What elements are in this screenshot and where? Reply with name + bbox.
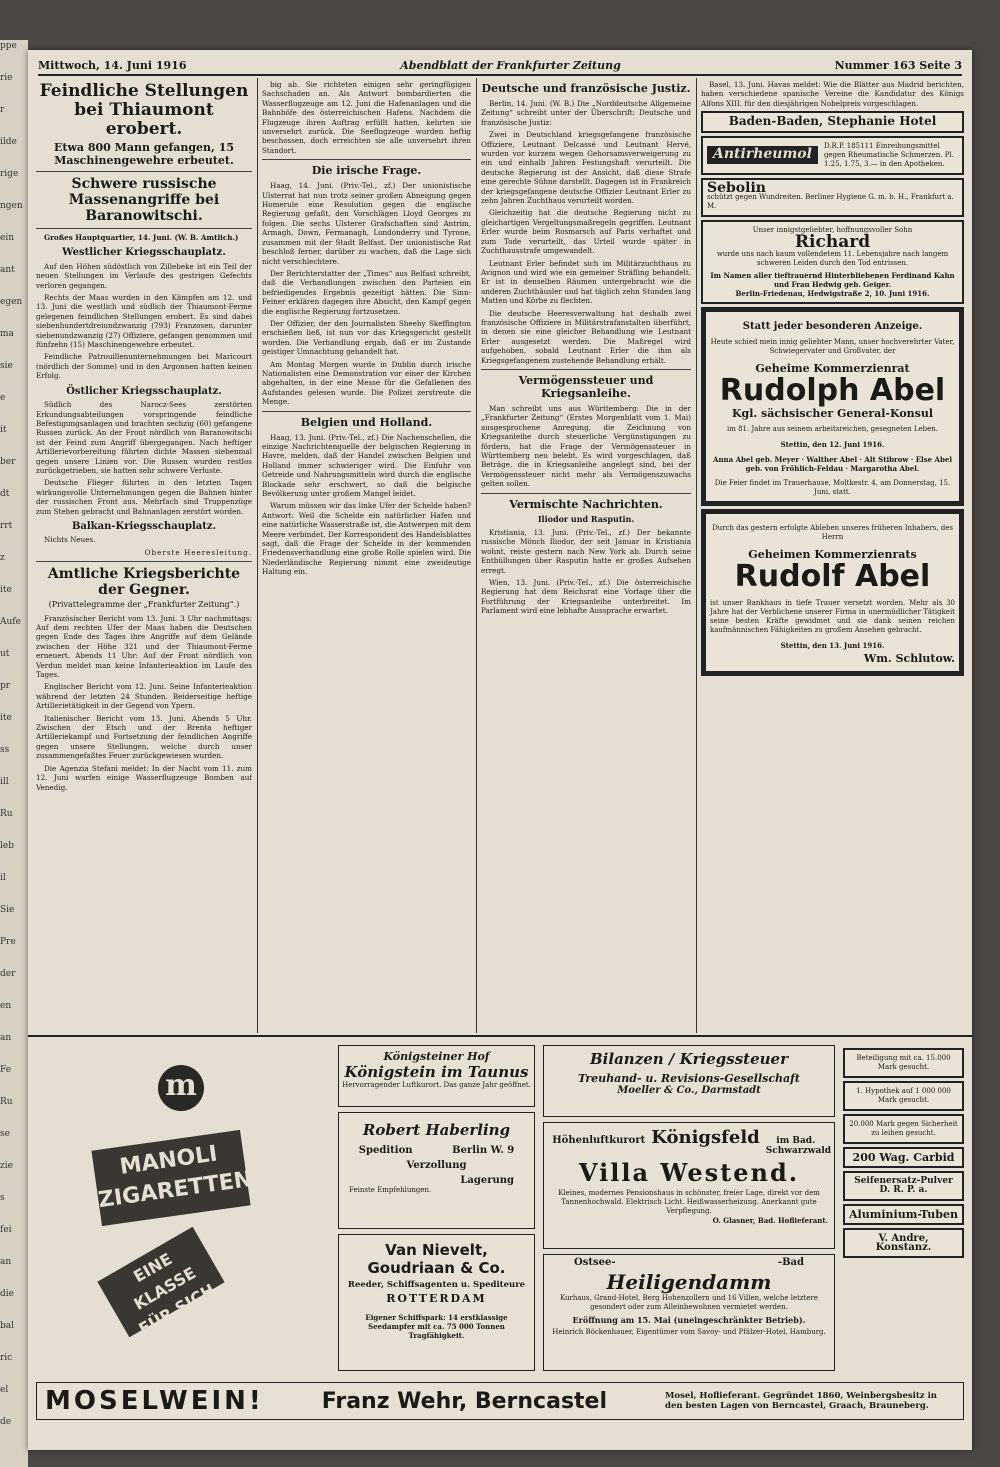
article-paragraph: Deutsche Flieger führten in den letzten Tagen wirkungsvolle Unternehmungen gegen die Bahnen hinter der russischen Front aus. Mehrfach sind Truppenzüge zum Stehen gebracht und Bahnanlagen zerstört worden. (36, 478, 252, 516)
second-headline: Schwere russische Massenangriffe bei Baranowitschi. (68, 176, 220, 224)
column-4 (701, 80, 964, 1030)
villa-name: Villa Westend. (578, 1158, 800, 1187)
section-heading: Vermischte Nachrichten. (509, 497, 663, 511)
ad-heiligendamm (543, 1254, 835, 1371)
header-masthead: Abendblatt der Frankfurter Zeitung (400, 58, 621, 72)
ad-line: Spedition (358, 1145, 413, 1156)
adjacent-page-fragment: ut (0, 649, 10, 659)
ad-text: Mosel, Hoflieferant. Gegründet 1860, Weinbergsbesitz in den besten Lagen von Berncastel, Graach, Brauneberg. (665, 1391, 937, 1411)
notice-role: Kgl. sächsischer General-Konsul (731, 407, 934, 421)
ad-title: Heiligendamm (606, 1270, 772, 1294)
adjacent-page-fragment: Ru (0, 1097, 13, 1107)
ad-title: Königsteiner Hof (383, 1050, 490, 1063)
adjacent-page-fragment: ite (0, 585, 12, 595)
adjacent-page-fragment: s (0, 1193, 5, 1203)
notice-place: Stettin, den 13. Juni 1916. (780, 641, 885, 651)
ad-title: MOSELWEIN! (45, 1386, 264, 1416)
adjacent-page-fragment: ein (0, 233, 15, 243)
notice-sign: Wm. Schlutow. (863, 652, 955, 666)
notice-intro: Durch das gestern erfolgte Ableben unseres früheren Inhabers, des Herrn (712, 523, 953, 541)
ad-line: Berlin W. 9 (452, 1145, 515, 1156)
small-ad: 200 Wag. Carbid (843, 1147, 964, 1168)
adjacent-page-fragment: en (0, 1001, 12, 1011)
article-paragraph: Südlich des Narocz-Sees zerstörten Erkundungsabteilungen vorspringende feindliche Befestigungsanlagen und brachten sechzig (60) gefangene Russen zurück. An der Front nördlich von Baranowitschi ist der Feind zum Angriff übergegangen. Nach heftiger Artillerievorbereitung führten dichte Massen siebenmal gegen unsere Linien vor. Die Russen wurden restlos zurückgetrieben, sie hatten sehr schwere Verluste. (36, 400, 252, 475)
manoli-logo: m (158, 1065, 204, 1111)
section-heading: Amtliche Kriegsberichte der Gegner. (47, 566, 241, 599)
death-notice-rudolph-abel (701, 307, 964, 505)
ad-title: Van Nievelt, Goudriaan & Co. (367, 1241, 506, 1277)
adjacent-page-fragment: leb (0, 841, 14, 851)
adjacent-page-fragment: r (0, 105, 5, 115)
adjacent-page-fragment: bal (0, 1321, 15, 1331)
ad-van-nievelt (338, 1234, 535, 1371)
section-heading: Die irische Frage. (311, 164, 422, 178)
small-ad: 20.000 Mark gegen Sicherheit zu leihen gesucht. (843, 1114, 964, 1144)
section-heading: Belgien und Holland. (300, 415, 433, 429)
small-ads-column (843, 1045, 964, 1370)
article-paragraph: Warum müssen wir das linke Ufer der Schelde haben? Antwort: Weil die Schelde ein natürlicher Hafen und eine natürliche Wasserstraße ist, die Antwerpen mit dem Meere verbindet. Der Korrespondent des Handelsblattes sagt, daß die Frage der Schelde in der kommenden Friedensverhandlung eine große Rolle spielen wird. Die Niederländische Regierung nimmt eine zweideutige Haltung ein. (262, 501, 471, 577)
notice-text: ist unser Bankhaus in tiefe Trauer versetzt worden. Mehr als 30 Jahre hat der Verblichene unserer Firma in unermüdlicher Tätigkeit seine besten Kräfte gewidmet und sie dank seinen reichen kaufmännischen Fähigkeiten zu großem Ansehen gebracht. (710, 599, 955, 635)
newspaper-page (28, 50, 972, 1450)
ad-title: Bilanzen / Kriegssteuer (590, 1050, 788, 1068)
ad-koenigsfeld (543, 1122, 835, 1249)
ad-line: Ostsee- (574, 1257, 616, 1268)
notice-top: Statt jeder besonderen Anzeige. (742, 321, 923, 333)
notice-text: wurde uns nach kaum vollendetem 11. Lebensjahre nach langem schweren Leiden durch den Tod entrissen. (716, 250, 949, 268)
notice-funeral: Die Feier findet im Trauerhause, Moltkestr. 4, am Donnerstag, 15. Juni, statt. (714, 478, 951, 496)
adjacent-page-fragment: Sie (0, 905, 15, 915)
adjacent-page-fragment: die (0, 1289, 14, 1299)
page-header (38, 56, 962, 76)
adjacent-page-fragment: ric (0, 1353, 13, 1363)
ad-city: ROTTERDAM (386, 1292, 487, 1305)
ad-title: Königsfeld (651, 1127, 760, 1148)
adjacent-page-fragment: dt (0, 489, 10, 499)
notice-family: Anna Abel geb. Meyer · Walther Abel · Alt Stibrow · Else Abel geb. von Fröhlich-Feldau · Margarotha Abel. (713, 454, 952, 473)
section-heading: Deutsche und französische Justiz. (481, 82, 691, 95)
ad-firm: Moeller & Co., Darmstadt (617, 1085, 761, 1096)
article-paragraph: Leutnant Erler befindet sich im Militärzuchthaus zu Avignon und wird wie ein gemeiner Sträfling behandelt. Er ist in denselben Räumen untergebracht wie die anderen Zuchthäusler und hat täglich zehn Stunden lang Matten und Körbe zu flechten. (481, 258, 691, 306)
ad-sub: Reeder, Schiffsagenten u. Spediteure (347, 1280, 526, 1290)
advertisement-section (28, 1035, 972, 1450)
adjacent-page-fragment: Fe (0, 1065, 12, 1075)
news-brief: Basel, 13. Juni. Havas meldet: Wie die Blätter aus Madrid berichten, haben verschiedene spanische Vereine die Kandidatur des Königs Alfons XIII. für den diesjährigen Nobelpreis vorgeschlagen. (701, 80, 964, 108)
ad-owner: Heinrich Böckenhauer, Eigentümer vom Savoy- und Pfälzer-Hotel, Hamburg. (552, 1328, 826, 1336)
ad-title: Antirheumol (707, 146, 818, 163)
column-rule (257, 78, 258, 1033)
ad-text: Hervorragender Luftkurort. Das ganze Jahr geöffnet. (342, 1081, 531, 1089)
article-paragraph: Wien, 13. Juni. (Priv.-Tel., zf.) Die österreichische Regierung hat dem Reichsrat eine Vorlage über die Fortführung der Kriegsanleihe unterbreitet. Im Parlament wird eine lebhafte Aussprache erwartet. (481, 578, 691, 616)
header-page-number: Nummer 163 Seite 3 (834, 58, 962, 72)
adjacent-page-fragment: ngen (0, 201, 23, 211)
small-ad: 1. Hypothek auf 1 000 000 Mark gesucht. (843, 1081, 964, 1111)
ad-line: Lagerung (460, 1175, 514, 1186)
adjacent-page-fragment: egen (0, 297, 23, 307)
article-paragraph: Man schreibt uns aus Württemberg: Die in der „Frankfurter Zeitung“ (Erstes Morgenblatt vom 1. Mai) ausgesprochene Anregung, die Zeichnung von Kriegsanleihe durch steuerliche Vergünstigungen zu fördern, hat die Frage der Vermögenssteuer in Württemberg neu belebt. Es wird vorgeschlagen, daß Beträge, die in Kriegsanleihe angelegt sind, bei der Vermögenssteuer nicht mehr als Vermögenszuwachs gelten sollen. (481, 403, 691, 489)
adjacent-page-fragment: Ru (0, 809, 13, 819)
ad-text: Kurhaus, Grand-Hotel, Berg Hohenzollern und 16 Villen, welche letztere gesondert oder zum Alleinbewohnen vermietet werden. (559, 1294, 819, 1311)
adjacent-page-fragment: el (0, 1385, 9, 1395)
manoli-slogan: EINE KLASSE FÜR SICH (97, 1227, 224, 1337)
ad-sub: Treuhand- u. Revisions-Gesellschaft (578, 1072, 800, 1085)
adjacent-page-fragment: Pre (0, 937, 16, 947)
ad-antirheumol (701, 136, 964, 175)
ad-text: Kleines, modernes Pensionshaus in schönster, freier Lage, direkt vor dem Tannenhochwald. Elektrisch Licht. Heißwasserheizung. Anerkannt gute Verpflegung. (558, 1189, 820, 1215)
manoli-packet: MANOLI ZIGARETTEN (91, 1130, 250, 1226)
notice-sign: Im Namen aller tieftrauernd Hinterbliebenen Ferdinand Kahn und Frau Hedwig geb. Geiger. (710, 271, 955, 290)
article-paragraph: Haag, 14. Juni. (Priv.-Tel., zf.) Der unionistische Ulsterrat hat nun trotz seiner großen Abneigung gegen Homerule eine Resolution gegen die englische Regierung gefaßt, den Vorschlägen Lloyd Georges zu folgen. Die sechs Ulsterer Grafschaften sind Antrim, Armagh, Down, Fermanagh, Londonderry und Tyrone, zusammen mit der Stadt Belfast. Der unionistische Rat beschloß ferner, darüber zu wachen, daß die Lage sich nicht verschlechtere. (262, 181, 471, 266)
notice-name: Rudolph Abel (719, 373, 946, 409)
adjacent-page-fragment: rige (0, 169, 19, 179)
article-paragraph: Die deutsche Heeresverwaltung hat deshalb zwei französische Offiziere in Militärstrafanstalten überführt, in denen sie eine gleicher Behandlung wie Leutnant Erler ausgesetzt werden. Die Maßregel wird aufgehoben, sobald Leutnant Erler die ihm als Kriegsgefangenem zustehende Behandlung erhält. (481, 308, 691, 365)
ad-town: Königstein im Taunus (344, 1063, 529, 1081)
adjacent-page-fragment: it (0, 425, 7, 435)
adjacent-page-fragment: de (0, 1417, 12, 1427)
section-subheading: (Privattelegramme der „Frankfurter Zeitung“.) (48, 600, 240, 610)
article-paragraph: Kristiania, 13. Juni. (Priv.-Tel., zf.) Der bekannte russische Mönch Iliodor, der seit Januar in Kristiania wohnt, reiste gestern nach New York ab. Durch seine Enthüllungen über Rasputin hatte er großes Aufsehen erregt. (481, 528, 691, 575)
notice-text: im 81. Jahre aus seinem arbeitsreichen, gesegneten Leben. (726, 424, 939, 433)
ad-line: Höhenluftkurort (552, 1135, 646, 1146)
adjacent-page-fragment: Aufe (0, 617, 21, 627)
section-subheading: Iliodor und Rasputin. (537, 513, 635, 524)
notice-name: Rudolf Abel (734, 559, 931, 595)
ad-moselwein (36, 1382, 964, 1420)
article-paragraph: Nichts Neues. (44, 535, 96, 545)
adjacent-page-fragment: e (0, 393, 6, 403)
adjacent-page-strip (0, 40, 28, 1467)
column-2 (262, 80, 471, 1030)
small-ad: V. Andre, Konstanz. (843, 1228, 964, 1258)
small-ad: Seifenersatz-Pulver D. R. P. a. (843, 1171, 964, 1201)
section-heading: Balkan-Kriegsschauplatz. (71, 520, 217, 532)
notice-title: Geheimen Kommerzienrats (748, 547, 917, 561)
adjacent-page-fragment: fei (0, 1225, 12, 1235)
adjacent-page-fragment: il (0, 873, 6, 883)
lead-headline: Feindliche Stellungen bei Thiaumont erobert. (39, 81, 249, 139)
adjacent-page-fragment: ss (0, 745, 10, 755)
section-heading: Westlicher Kriegsschauplatz. (62, 247, 226, 259)
ad-line: Verzollung (406, 1160, 467, 1171)
article-paragraph: Am Montag Morgen wurde in Dublin durch irische Nationalisten eine Demonstration vor einer der Kirchen abgehalten, in der eine Messe für die Gefallenen des Aufstandes gelesen wurde. Die Polizei zerstreute die Menge. (262, 359, 471, 407)
adjacent-page-fragment: an (0, 1257, 12, 1267)
adjacent-page-fragment: ma (0, 329, 14, 339)
notice-intro: Unser innigstgeliebter, hoffnungsvoller Sohn (752, 226, 913, 235)
ad-text: Eigener Schiffspark: 14 erstklassige Seedampfer mit ca. 75 000 Tonnen Tragfähigkeit. (365, 1313, 508, 1340)
article-paragraph: Englischer Bericht vom 12. Juni. Seine Infanterieaktion während der letzten 24 Stunden. Beiderseitige heftige Artillerietätigkeit in der Gegend von Ypern. (36, 682, 252, 711)
adjacent-page-fragment: pr (0, 681, 11, 691)
header-date: Mittwoch, 14. Juni 1916 (38, 58, 187, 72)
article-paragraph: Der Berichterstatter der „Times“ aus Belfast schreibt, daß die Verhandlungen zwischen den Parteien ein befriedigendes Ergebnis gezeitigt hätten. Die Sinn-Feiner erklären dagegen ihre Absicht, den Kampf gegen die englische Regierung fortzusetzen. (262, 268, 471, 316)
adjacent-page-fragment: der (0, 969, 16, 979)
article-paragraph: Rechts der Maas wurden in den Kämpfen am 12. und 13. Juni die westlich und südlich der Thiaumont-Ferme gelegenen feindlichen Stellungen erobert. Es sind dabei siebenhundertdreiundzwanzig (793) Franzosen, darunter siebenundzwanzig (27) Offiziere, gefangen genommen und fünfzehn (15) Maschinengewehre erbeutet. (36, 293, 252, 350)
ad-text: Baden-Baden, Stephanie Hotel (728, 114, 937, 129)
adjacent-page-fragment: sie (0, 361, 13, 371)
article-paragraph: Italienischer Bericht vom 13. Juni. Abends 5 Uhr. Zwischen der Etsch und der Brenta heftiger Artilleriekampf und Fortsetzung der feindlichen Angriffe gegen unsere Stellungen, welche durch unser zusammengefaßtes Feuer zurückgewiesen wurden. (36, 713, 252, 761)
adjacent-page-fragment: ite (0, 713, 12, 723)
death-notice-richard (701, 220, 964, 304)
notice-place: Berlin-Friedenau, Hedwigstraße 2, 10. Juni 1916. (735, 289, 930, 299)
adjacent-page-fragment: ant (0, 265, 15, 275)
adjacent-page-fragment: ppe (0, 41, 17, 51)
adjacent-page-fragment: ill (0, 777, 9, 787)
adjacent-page-fragment: ilde (0, 137, 17, 147)
ad-manoli (36, 1045, 326, 1370)
article-paragraph: big ab. Sie richteten einigen sehr geringfügigen Sachschaden an. Als Antwort bombardierten die Wasserflugzeuge am 12. Juni die Hafenanlagen und die Bahnhöfe des österreichischen Hafens. Nachdem die Flugzeuge ihren Auftrag erfüllt hatten, kehrten sie unversehrt zurück. Die Seeflugzeuge wurden heftig beschossen, doch erreichten sie alle unversehrt ihren Standort. (262, 80, 471, 155)
ad-baden-baden (701, 111, 964, 132)
notice-name: Richard (794, 232, 871, 253)
column-1 (36, 80, 252, 1030)
adjacent-page-fragment: rrt (0, 521, 13, 531)
article-paragraph: Die Agenzia Stefani meldet: In der Nacht vom 11. zum 12. Juni warfen einige Wasserflugzeuge Bomben auf Venedig. (36, 763, 252, 792)
signature: Oberste Heeresleitung. (144, 547, 252, 557)
dateline: Großes Hauptquartier, 14. Juni. (W. B. Amtlich.) (44, 233, 239, 242)
article-paragraph: Haag, 13. Juni. (Priv.-Tel., zf.) Die Nachenschellen, die einzige Nachrichtenquelle der belgischen Regierung in Havre, melden, daß der Handel zwischen Belgien und Holland immer schwieriger wird. Die Einfuhr von Getreide und Nahrungsmitteln wird durch die englische Blockade sehr erschwert, so daß die belgische Bevölkerung unter großem Mangel leidet. (262, 432, 471, 499)
notice-title: Geheime Kommerzienrat (755, 361, 910, 375)
ad-loc: im Bad. Schwarzwald (765, 1136, 832, 1156)
adjacent-page-fragment: z (0, 553, 5, 563)
ad-koenigstein (338, 1045, 535, 1107)
ad-haberling (338, 1112, 535, 1229)
ad-bilanzen (543, 1045, 835, 1117)
article-paragraph: Der Offizier, der den Journalisten Sheehy Skeffington erschießen ließ, ist nun vor das Kriegsgericht gestellt worden. Die Verhandlung ergab, daß er im Zustande geistiger Umnachtung gehandelt hat. (262, 318, 471, 357)
ad-sebolin (701, 178, 964, 217)
adjacent-page-fragment: zie (0, 1161, 13, 1171)
adjacent-page-fragment: se (0, 1129, 10, 1139)
section-heading: Östlicher Kriegsschauplatz. (66, 385, 222, 397)
column-rule (696, 78, 697, 1033)
adjacent-page-fragment: ber (0, 457, 16, 467)
lead-subhead: Etwa 800 Mann gefangen, 15 Maschinengewehre erbeutet. (53, 141, 234, 167)
adjacent-page-fragment: rie (0, 73, 13, 83)
article-paragraph: Französischer Bericht vom 13. Juni. 3 Uhr nachmittags: Auf dem rechten Ufer der Maas haben die Deutschen gegen Ende des Tages ihre Angriffe auf dem Gelände zwischen der Höhe 321 und der Thiaumont-Ferme erneuert. Abends 11 Uhr: Auf der Front nördlich von Verdun meldet man keine Infanterieaktion im Laufe des Tages. (36, 613, 252, 680)
notice-place: Stettin, den 12. Juni 1916. (780, 439, 885, 449)
article-paragraph: Berlin, 14. Juni. (W. B.) Die „Norddeutsche Allgemeine Zeitung“ schreibt unter der Überschrift: Deutsche und französische Justiz: (481, 99, 691, 127)
death-notice-rudolf-abel (701, 509, 964, 677)
ad-open: Eröffnung am 15. Mai (uneingeschränkter Betrieb). (572, 1315, 806, 1325)
article-paragraph: Feindliche Patrouillenunternehmungen bei Maricourt (nördlich der Somme) und in den Argonnen hatten keinen Erfolg. (36, 352, 252, 381)
small-ad: Beteiligung mit ca. 15.000 Mark gesucht. (843, 1048, 964, 1078)
ad-text: schützt gegen Wundreiten. Berliner Hygiene G. m. b. H., Frankfurt a. M. (707, 193, 954, 211)
ad-line: -Bad (777, 1257, 804, 1268)
ad-line: Feinste Empfehlungen. (349, 1186, 432, 1194)
section-heading: Vermögenssteuer und Kriegsanleihe. (518, 373, 654, 400)
ad-name: Franz Wehr, Berncastel (321, 1388, 608, 1414)
ad-owner: O. Glasner, Bad. Hoflieferant. (712, 1216, 828, 1225)
adjacent-page-fragment: an (0, 1033, 12, 1043)
ad-title: Robert Haberling (362, 1121, 511, 1139)
column-rule (476, 78, 477, 1033)
ad-title: Sebolin (707, 179, 766, 196)
article-paragraph: Zwei in Deutschland kriegsgefangene französische Offiziere, Leutnant Delcassé und Leutnant Hervé, wurden vor kurzem wegen Gehorsamsverweigerung zu ein und einhalb Jahren Festungshaft verurteilt. Die deutsche Regierung ist der Ansicht, daß diese Strafe eine gerechte Sühne darstellt. Dagegen ist in Frankreich der kriegsgefangene deutsche Offizier Leutnant Erler zu zehn Jahren Zuchthaus verurteilt worden. (481, 130, 691, 206)
article-paragraph: Gleichzeitig hat die deutsche Regierung nicht zu gleichartigen Vergeltungsmaßregeln gegriffen. Leutnant Erler wurde beim Rosmarsch auf Paris verhaftet und zum Tode verurteilt, das Urteil wurde später in Zuchthausstrafe umgewandelt. (481, 208, 691, 256)
small-ad: Aluminium-Tuben (843, 1204, 964, 1225)
column-3 (481, 80, 691, 1030)
article-paragraph: Auf den Höhen südöstlich von Zillebeke ist ein Teil der neuen Stellungen im Verlaufe des gestrigen Gefechts verloren gegangen. (36, 261, 252, 290)
notice-intro: Heute schied mein innig geliebter Mann, unser hochverehrter Vater, Schwiegervater und Großvater, der (710, 337, 955, 355)
ad-text: D.R.P. 185111 Einreibungsmittel gegen Rheumatische Schmerzen. Pl. 1.25, 1.75, 3.— in den Apotheken. (823, 141, 954, 168)
